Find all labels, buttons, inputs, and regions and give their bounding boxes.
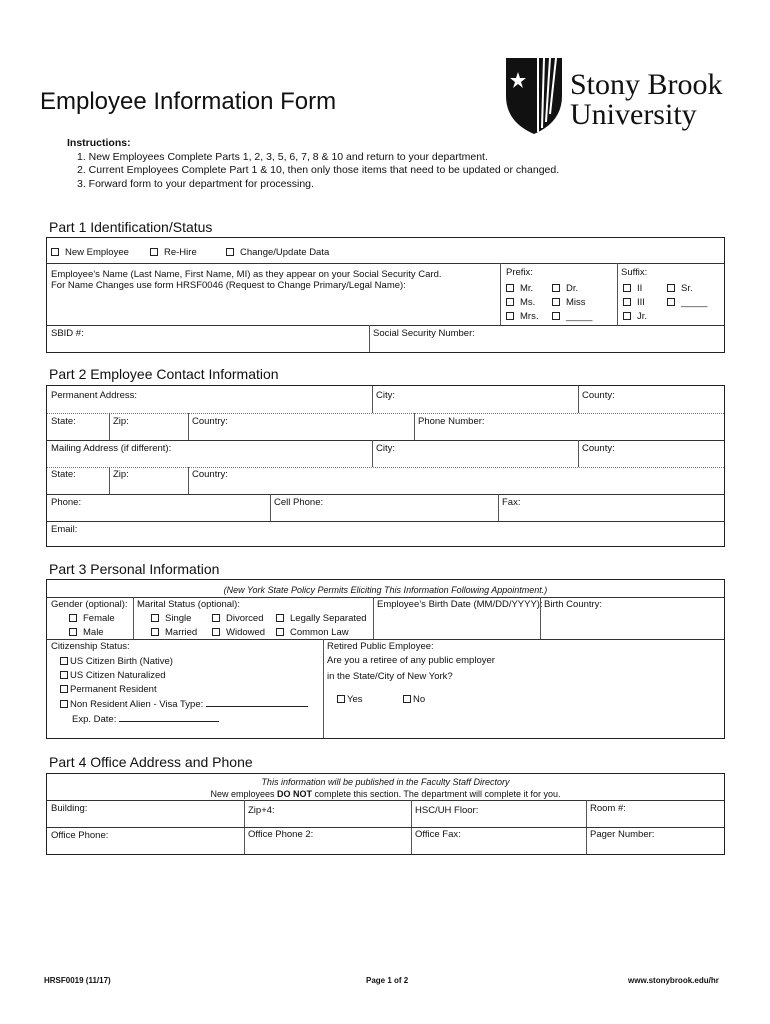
retired-yes[interactable]: [337, 694, 363, 705]
checkbox[interactable]: [212, 628, 220, 636]
option-label: _____: [566, 311, 593, 322]
option-label: Mrs.: [520, 311, 539, 322]
part3-title: Part 3 Personal Information: [49, 561, 220, 577]
divider: [372, 440, 373, 467]
gender-female[interactable]: [69, 613, 115, 624]
mailing-zip-field[interactable]: Zip:: [113, 469, 129, 480]
part4-box: [46, 773, 725, 855]
checkbox[interactable]: [60, 657, 68, 665]
option-label: Change/Update Data: [240, 247, 330, 258]
option-label: Ms.: [520, 297, 536, 308]
option-label: Common Law: [290, 627, 349, 638]
phone-field[interactable]: Phone:: [51, 497, 82, 508]
permanent-address-field[interactable]: Permanent Address:: [51, 390, 138, 401]
divider: [47, 494, 724, 495]
marital-married[interactable]: [151, 627, 197, 638]
office-fax-field[interactable]: Office Fax:: [415, 829, 461, 840]
divider: [578, 440, 579, 467]
divider: [372, 386, 373, 413]
checkbox[interactable]: [226, 248, 234, 256]
part1-title: Part 1 Identification/Status: [49, 219, 213, 235]
checkbox[interactable]: [623, 312, 631, 320]
divider: [47, 800, 724, 801]
checkbox[interactable]: [60, 700, 68, 708]
status-new-employee[interactable]: [51, 247, 129, 258]
prefix-label: Prefix:: [506, 267, 533, 278]
status-change-update[interactable]: [226, 247, 329, 258]
option-label: Mr.: [520, 283, 534, 294]
checkbox[interactable]: [552, 298, 560, 306]
part1-box: [46, 237, 725, 353]
name-label-1: Employee’s Name (Last Name, First Name, MI) as they appear on your Social Security Card.: [51, 269, 442, 280]
option-label: US Citizen Naturalized: [70, 670, 166, 681]
zip4-field[interactable]: Zip+4:: [248, 805, 275, 816]
option-label: Divorced: [226, 613, 264, 624]
citizen-birth[interactable]: [60, 656, 173, 667]
divider: [500, 263, 501, 325]
option-label: Yes: [347, 694, 363, 705]
divider: [47, 325, 724, 326]
citizen-naturalized[interactable]: [60, 670, 166, 681]
prefix-other[interactable]: [552, 311, 592, 322]
cell-phone-field[interactable]: Cell Phone:: [274, 497, 324, 508]
option-label: US Citizen Birth (Native): [70, 656, 173, 667]
checkbox[interactable]: [276, 628, 284, 636]
divider: [47, 521, 724, 522]
office-phone-field[interactable]: Office Phone:: [51, 830, 109, 841]
instruction-item: 1. New Employees Complete Parts 1, 2, 3, 5, 6, 7, 8 & 10 and return to your department.: [77, 150, 488, 163]
checkbox[interactable]: [506, 298, 514, 306]
room-field[interactable]: Room #:: [590, 803, 626, 814]
marital-single[interactable]: [151, 613, 191, 624]
option-label: New Employee: [65, 247, 129, 258]
divider: [188, 467, 189, 494]
marital-label: Marital Status (optional):: [137, 599, 240, 610]
divider: [323, 639, 324, 738]
divider: [47, 263, 724, 264]
divider: [47, 827, 724, 828]
suffix-iii[interactable]: [623, 297, 645, 308]
state-field[interactable]: State:: [51, 416, 76, 427]
divider: [47, 639, 724, 640]
suffix-jr[interactable]: [623, 311, 647, 322]
instructions: [67, 137, 559, 191]
name-label-2: For Name Changes use form HRSF0046 (Request to Change Primary/Legal Name):: [51, 280, 406, 291]
office-phone2-field[interactable]: Office Phone 2:: [248, 829, 314, 840]
birth-date-field[interactable]: Employee’s Birth Date (MM/DD/YYYY):: [377, 599, 543, 610]
option-label: Jr.: [637, 311, 648, 322]
instruction-item: 3. Forward form to your department for processing.: [77, 177, 314, 190]
building-field[interactable]: Building:: [51, 803, 88, 814]
footer-url[interactable]: www.stonybrook.edu/hr: [628, 976, 719, 985]
divider: [109, 467, 110, 494]
policy-note: (New York State Policy Permits Eliciting This Information Following Appointment.): [223, 585, 548, 595]
checkbox[interactable]: [337, 695, 345, 703]
divider: [373, 597, 374, 639]
instructions-heading: Instructions:: [67, 137, 131, 149]
prefix-dr[interactable]: [552, 283, 578, 294]
checkbox[interactable]: [623, 284, 631, 292]
retired-question-2: in the State/City of New York?: [327, 671, 453, 682]
logo-line-1: Stony Brook: [570, 68, 723, 101]
part3-box: [46, 579, 725, 739]
logo-line-2: University: [570, 98, 697, 131]
part4-title: Part 4 Office Address and Phone: [49, 754, 253, 770]
suffix-sr[interactable]: [667, 283, 693, 294]
suffix-ii[interactable]: [623, 283, 642, 294]
checkbox[interactable]: [60, 685, 68, 693]
country-field[interactable]: Country:: [192, 416, 228, 427]
option-label: _____: [681, 297, 708, 308]
county-field[interactable]: County:: [582, 390, 615, 401]
divider: [109, 413, 110, 440]
checkbox[interactable]: [552, 284, 560, 292]
gender-male[interactable]: [69, 627, 104, 638]
divider: [270, 494, 271, 521]
mailing-state-field[interactable]: State:: [51, 469, 76, 480]
note-text: New employees: [210, 789, 278, 799]
hsc-floor-field[interactable]: HSC/UH Floor:: [415, 805, 479, 816]
phone-number-field[interactable]: Phone Number:: [418, 416, 485, 427]
option-label: Legally Separated: [290, 613, 367, 624]
option-label: Female: [83, 613, 115, 624]
option-label: Miss: [566, 297, 586, 308]
divider: [578, 386, 579, 413]
divider: [414, 413, 415, 440]
mailing-city-field[interactable]: City:: [376, 443, 395, 454]
divider: [540, 597, 541, 639]
option-label: Sr.: [681, 283, 693, 294]
marital-common-law[interactable]: [276, 627, 349, 638]
checkbox[interactable]: [667, 298, 675, 306]
suffix-other[interactable]: [667, 297, 707, 308]
checkbox[interactable]: [151, 628, 159, 636]
prefix-miss[interactable]: [552, 297, 586, 308]
checkbox[interactable]: [69, 614, 77, 622]
zip-field[interactable]: Zip:: [113, 416, 129, 427]
department-note: [47, 789, 724, 799]
divider: [617, 263, 618, 325]
page-number: Page 1 of 2: [366, 976, 409, 985]
divider: [47, 440, 724, 441]
retired-no[interactable]: [403, 694, 425, 705]
option-label: Permanent Resident: [70, 684, 157, 695]
exp-date[interactable]: [72, 712, 219, 725]
form-title: Employee Information Form: [40, 88, 337, 115]
pager-field[interactable]: Pager Number:: [590, 829, 655, 840]
note-emphasis: DO NOT: [277, 789, 313, 799]
checkbox[interactable]: [506, 312, 514, 320]
mailing-address-field[interactable]: Mailing Address (if different):: [51, 443, 172, 454]
retired-question-1: Are you a retiree of any public employer: [327, 655, 495, 666]
option-label: Re-Hire: [164, 247, 197, 258]
checkbox[interactable]: [506, 284, 514, 292]
prefix-ms[interactable]: [506, 297, 535, 308]
option-label: III: [637, 297, 645, 308]
option-label: Non Resident Alien - Visa Type:: [70, 699, 204, 710]
birth-country-field[interactable]: Birth Country:: [544, 599, 603, 610]
checkbox[interactable]: [51, 248, 59, 256]
checkbox[interactable]: [276, 614, 284, 622]
status-rehire[interactable]: [150, 247, 197, 258]
option-label: II: [637, 283, 643, 294]
divider: [369, 325, 370, 352]
checkbox[interactable]: [150, 248, 158, 256]
suffix-label: Suffix:: [621, 267, 648, 278]
shield-logo-icon: [504, 56, 566, 136]
directory-note: This information will be published in the Faculty Staff Directory: [261, 777, 510, 787]
option-label: No: [413, 694, 426, 705]
marital-legally-separated[interactable]: [276, 613, 367, 624]
ssn-field[interactable]: Social Security Number:: [373, 328, 475, 339]
mailing-country-field[interactable]: Country:: [192, 469, 228, 480]
form-id: HRSF0019 (11/17): [44, 976, 111, 985]
fax-field[interactable]: Fax:: [502, 497, 521, 508]
checkbox[interactable]: [69, 628, 77, 636]
divider: [47, 413, 724, 414]
prefix-mrs[interactable]: [506, 311, 538, 322]
visa-type-input[interactable]: [206, 697, 308, 707]
part2-box: [46, 385, 725, 547]
checkbox[interactable]: [403, 695, 411, 703]
checkbox[interactable]: [212, 614, 220, 622]
email-field[interactable]: Email:: [51, 524, 78, 535]
checkbox[interactable]: [60, 671, 68, 679]
divider: [498, 494, 499, 521]
retired-label: Retired Public Employee:: [327, 641, 434, 652]
option-label: Married: [165, 627, 198, 638]
citizenship-label: Citizenship Status:: [51, 641, 130, 652]
option-label: Dr.: [566, 283, 579, 294]
gender-label: Gender (optional):: [51, 599, 128, 610]
divider: [47, 467, 724, 468]
checkbox[interactable]: [667, 284, 675, 292]
checkbox[interactable]: [552, 312, 560, 320]
city-field[interactable]: City:: [376, 390, 395, 401]
divider: [133, 597, 134, 639]
mailing-county-field[interactable]: County:: [582, 443, 615, 454]
sbid-field[interactable]: SBID #:: [51, 328, 84, 339]
option-label: Single: [165, 613, 192, 624]
note-text: complete this section. The department will complete it for you.: [312, 789, 561, 799]
university-wordmark: [570, 70, 723, 130]
exp-date-input[interactable]: [119, 712, 219, 722]
marital-divorced[interactable]: [212, 613, 264, 624]
option-label: Male: [83, 627, 104, 638]
divider: [47, 597, 724, 598]
part2-title: Part 2 Employee Contact Information: [49, 366, 279, 382]
marital-widowed[interactable]: [212, 627, 265, 638]
exp-date-label: Exp. Date:: [72, 714, 117, 725]
option-label: Widowed: [226, 627, 266, 638]
divider: [188, 413, 189, 440]
prefix-mr[interactable]: [506, 283, 533, 294]
instruction-item: 2. Current Employees Complete Part 1 & 10, then only those items that need to be updated or changed.: [77, 164, 560, 176]
checkbox[interactable]: [623, 298, 631, 306]
permanent-resident[interactable]: [60, 684, 157, 695]
non-resident-alien[interactable]: [60, 697, 308, 710]
checkbox[interactable]: [151, 614, 159, 622]
